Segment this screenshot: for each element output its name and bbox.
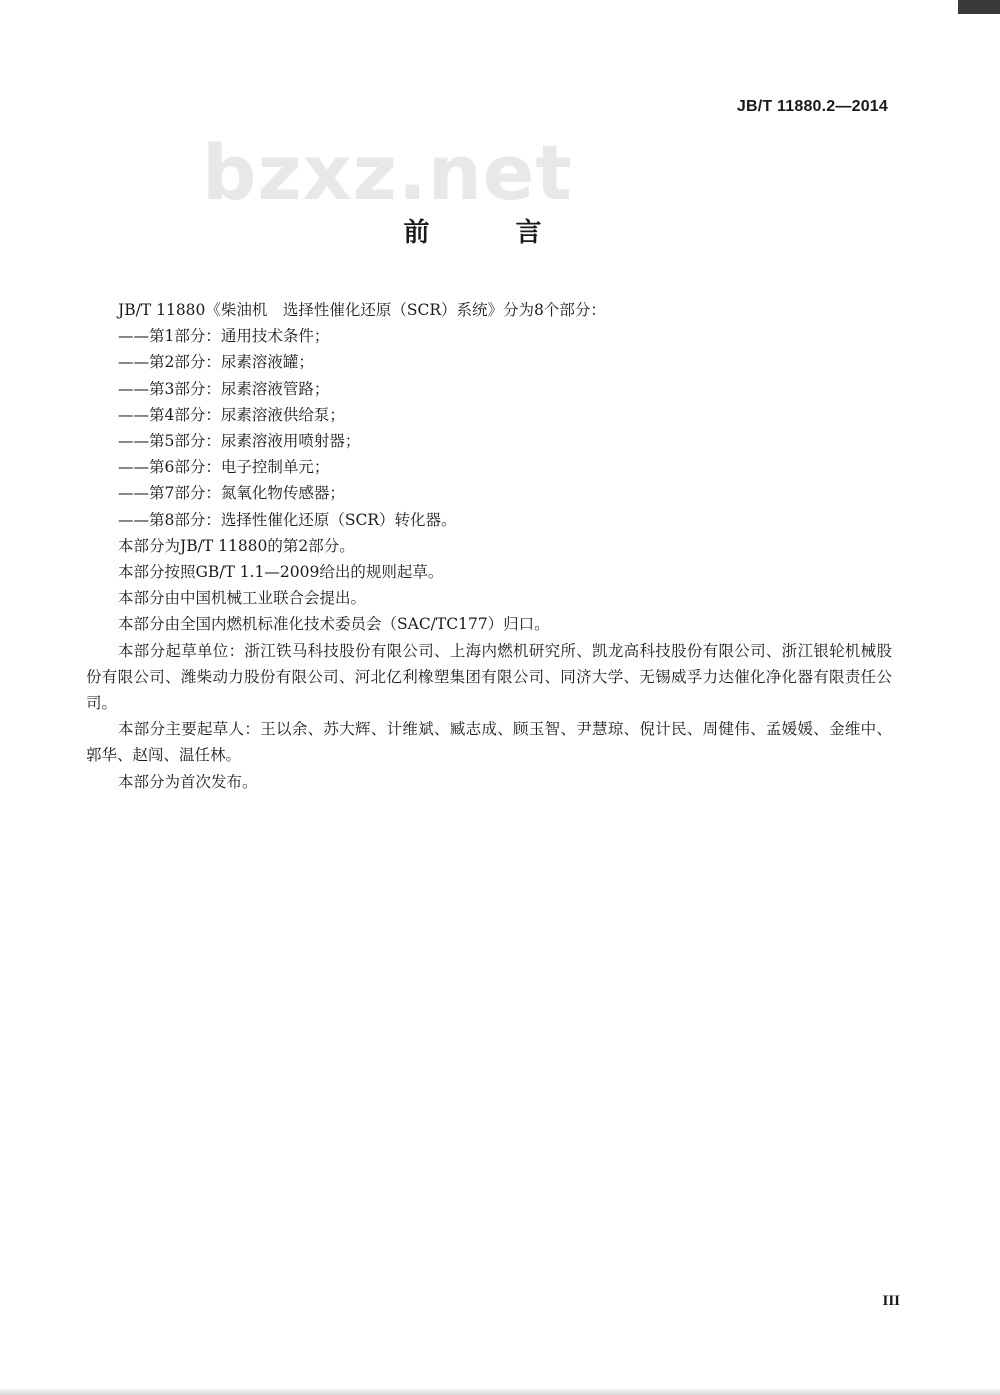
paragraph-proposer: 本部分由中国机械工业联合会提出。 [118,589,367,608]
part-item-3: ——第3部分：尿素溶液管路； [118,379,330,398]
paragraph-drafters: 本部分主要起草人：王以余、苏大辉、计维斌、臧志成、顾玉智、尹慧琼、倪计民、周健伟、孟媛媛、金维中、郭华、赵闯、温任林。 [86,720,892,765]
standard-code: JB/T 11880.2—2014 [736,98,888,115]
page-number: III [882,1293,900,1309]
part-item-5: ——第5部分：尿素溶液用喷射器； [118,432,361,451]
paragraph-drafting-rules: 本部分按照GB/T 1.1—2009给出的规则起草。 [118,563,444,582]
paragraph-first-release: 本部分为首次发布。 [118,772,258,791]
paragraph-part-number: 本部分为JB/T 11880的第2部分。 [118,536,355,555]
intro-line: JB/T 11880《柴油机 选择性催化还原（SCR）系统》分为8个部分： [118,301,606,319]
page-title: 前 言 [403,218,572,248]
part-item-4: ——第4部分：尿素溶液供给泵； [118,405,345,424]
part-item-1: ——第1部分：通用技术条件； [118,327,330,346]
paragraph-drafting-units: 本部分起草单位：浙江铁马科技股份有限公司、上海内燃机研究所、凯龙高科技股份有限公司、浙江银轮机械股份有限公司、潍柴动力股份有限公司、河北亿利橡塑集团有限公司、同济大学、无锡威孚力达催化净化器有限责任公司。 [86,641,892,713]
part-item-8: ——第8部分：选择性催化还原（SCR）转化器。 [118,510,457,529]
watermark: bzxz.net [202,128,573,217]
corner-mark [958,0,1000,14]
part-item-2: ——第2部分：尿素溶液罐； [118,353,314,372]
bottom-edge [0,1389,1000,1395]
document-body [86,297,892,795]
paragraph-committee: 本部分由全国内燃机标准化技术委员会（SAC/TC177）归口。 [118,615,550,634]
part-item-7: ——第7部分：氮氧化物传感器； [118,484,345,503]
part-item-6: ——第6部分：电子控制单元； [118,458,330,477]
